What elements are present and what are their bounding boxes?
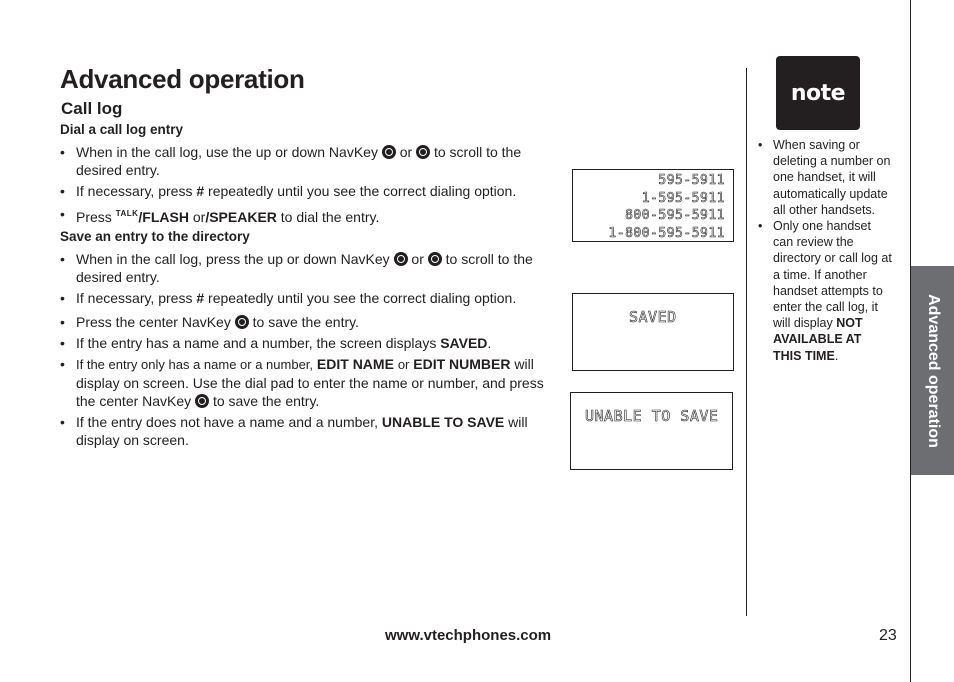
pound-key: # — [196, 290, 205, 306]
list-item — [60, 289, 555, 307]
section-subtitle: Call log — [61, 99, 123, 118]
step-text: or — [397, 357, 410, 372]
page-title: Advanced operation — [60, 64, 305, 94]
note-text: Only one handset can review the directory or call log at a time. If another handset attempts to enter the call log, it will display — [773, 219, 892, 331]
step-text: to save the entry. — [252, 314, 359, 330]
navkey-center-icon — [235, 315, 249, 329]
list-item — [60, 143, 555, 179]
speaker-key: /SPEAKER — [205, 209, 277, 225]
note-item — [757, 137, 892, 218]
list-item — [60, 182, 555, 200]
save-steps-list — [60, 250, 555, 449]
step-text: will display on screen. — [76, 414, 528, 448]
edit-number-label: EDIT NUMBER — [413, 356, 511, 372]
step-text: If the entry has a name and a number, the screen displays — [76, 335, 437, 351]
step-text: to scroll to the desired entry. — [76, 251, 533, 285]
note-text: . — [834, 348, 839, 363]
navkey-up-icon — [382, 145, 396, 159]
not-available-label: NOT AVAILABLE AT THIS TIME — [773, 316, 863, 363]
saved-label: SAVED — [440, 335, 488, 351]
step-text: to save the entry. — [212, 393, 320, 409]
flash-key: /FLASH — [138, 209, 189, 225]
note-list — [757, 137, 892, 364]
step-text: repeatedly until you see the correct dialing option. — [208, 290, 517, 306]
note-item — [757, 218, 892, 364]
chapter-tab — [911, 266, 954, 475]
lcd-line: 800-595-5911 — [625, 208, 725, 223]
list-item — [60, 334, 555, 352]
chapter-tab-label: Advanced operation — [924, 293, 942, 448]
step-text: to scroll to the desired entry. — [76, 144, 522, 178]
lcd-screen-numbers — [572, 169, 734, 242]
pound-key: # — [196, 183, 205, 199]
list-item — [60, 205, 555, 226]
list-item — [60, 313, 555, 331]
lcd-line: 1-595-5911 — [641, 190, 725, 206]
footer-website: www.vtechphones.com — [385, 627, 552, 644]
step-text: When in the call log, press the up or down NavKey — [76, 251, 390, 267]
section-heading-save: Save an entry to the directory — [60, 229, 250, 244]
lcd-screen-saved — [572, 293, 734, 371]
navkey-down-icon — [416, 145, 430, 159]
section-heading-dial: Dial a call log entry — [60, 122, 184, 137]
unable-label: UNABLE TO SAVE — [381, 414, 505, 430]
dial-steps-list — [60, 143, 555, 226]
step-text: If the entry does not have a name and a number, — [76, 414, 378, 430]
list-item — [60, 355, 555, 410]
navkey-up-icon — [394, 252, 408, 266]
note-text: When saving or deleting a number on one handset, it will automatically update all other handsets. — [773, 138, 891, 217]
step-text: or — [399, 144, 413, 160]
talk-phone-icon: TALK — [115, 209, 139, 218]
step-text: If necessary, press — [76, 290, 193, 306]
lcd-screen-unable — [570, 392, 733, 470]
step-text: Press — [76, 209, 112, 225]
column-divider — [746, 68, 747, 616]
list-item — [60, 250, 555, 286]
navkey-center-icon — [195, 394, 209, 408]
step-text: . — [487, 335, 492, 351]
lcd-line: 1-800-595-5911 — [608, 225, 725, 241]
note-icon: note — [776, 56, 860, 130]
lcd-line: SAVED — [629, 308, 677, 326]
page-number: 23 — [879, 627, 897, 644]
lcd-line: UNABLE TO SAVE — [585, 407, 719, 425]
list-item — [60, 413, 555, 449]
step-text: will display on screen. Use the dial pad to enter the name or number, and press the center NavKey — [76, 356, 544, 409]
step-text: or — [411, 251, 424, 267]
step-text: If the entry only has a name or a number, — [76, 357, 314, 372]
step-text: to dial the entry. — [280, 209, 380, 225]
edit-name-label: EDIT NAME — [316, 356, 394, 372]
step-text: If necessary, press — [76, 183, 193, 199]
step-text: or — [192, 209, 206, 225]
step-text: repeatedly until you see the correct dialing option. — [208, 183, 517, 199]
navkey-down-icon — [428, 252, 442, 266]
lcd-line: 595-5911 — [658, 173, 725, 188]
step-text: When in the call log, use the up or down NavKey — [76, 144, 378, 160]
step-text: Press the center NavKey — [76, 314, 231, 330]
